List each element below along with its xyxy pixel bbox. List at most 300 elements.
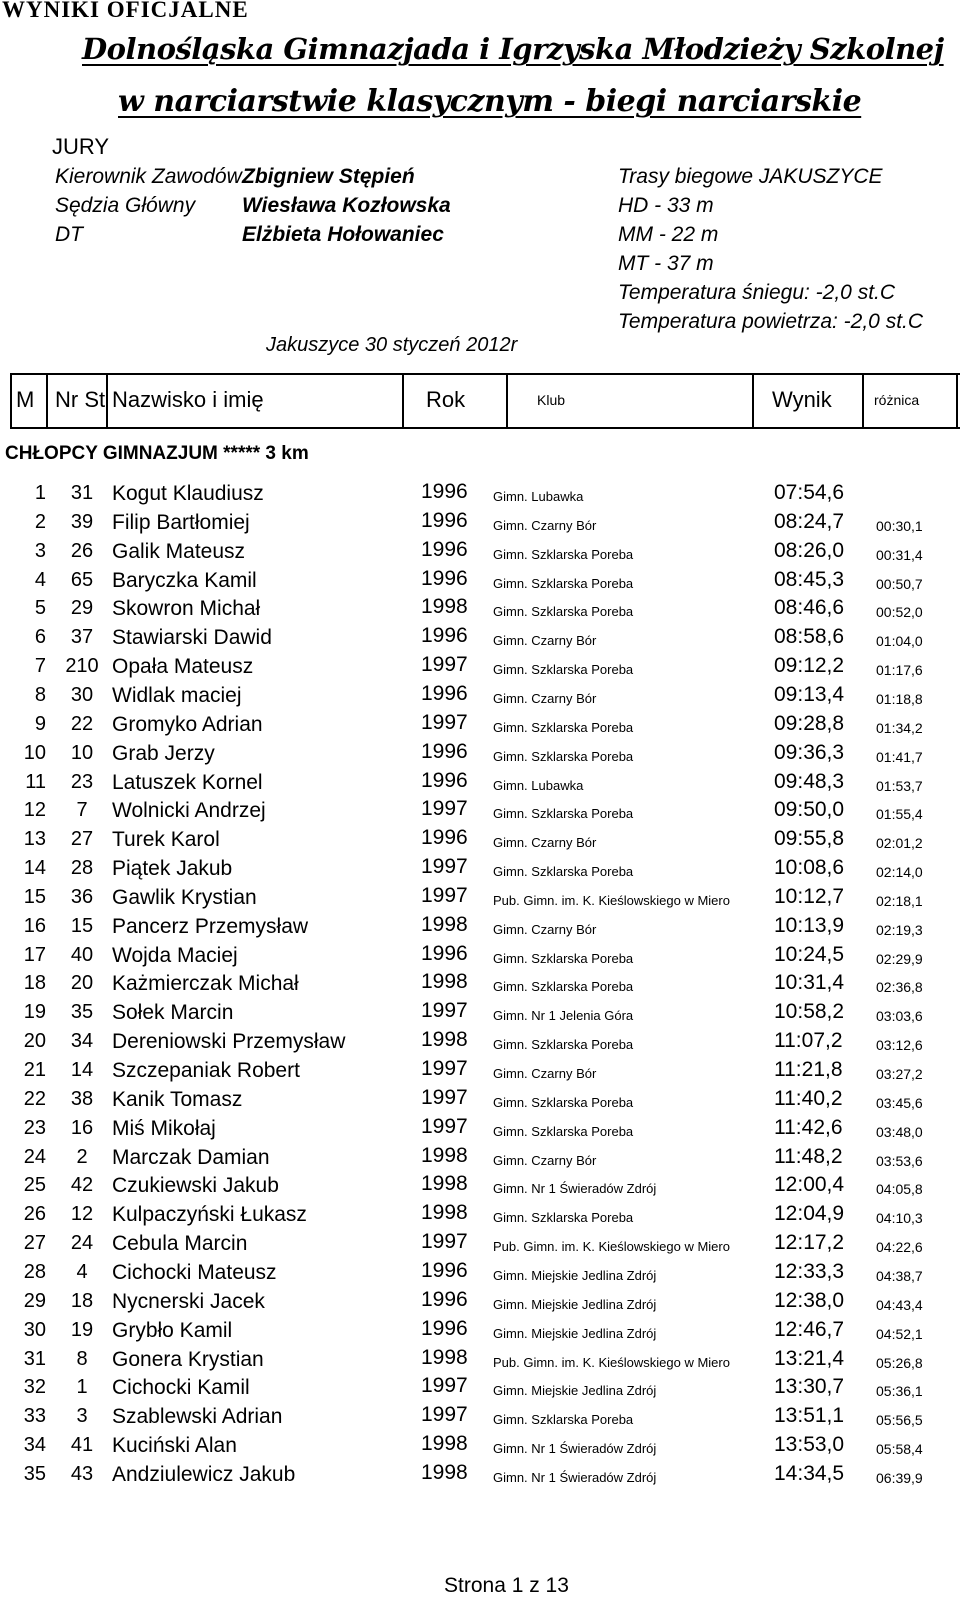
birth-year: 1996	[421, 1317, 468, 1340]
birth-year: 1997	[421, 1374, 468, 1397]
place-number: 35	[23, 1463, 46, 1485]
athlete-name: Wojda Maciej	[112, 944, 238, 967]
col-rok: Rok	[426, 387, 466, 412]
table-row	[0, 479, 960, 508]
start-number: 38	[70, 1088, 94, 1110]
start-number: 15	[70, 915, 94, 937]
result-time: 13:21,4	[774, 1347, 845, 1370]
table-row	[0, 1258, 960, 1287]
place-number: 27	[23, 1232, 46, 1254]
birth-year: 1996	[421, 1259, 468, 1282]
athlete-name: Czukiewski Jakub	[112, 1174, 279, 1197]
result-time: 12:33,3	[774, 1260, 845, 1283]
start-number: 42	[70, 1174, 94, 1196]
result-time: 09:12,2	[774, 654, 845, 677]
result-time: 09:28,8	[774, 712, 845, 735]
trasy-line: HD - 33 m	[618, 194, 714, 217]
athlete-name: Szczepaniak Robert	[112, 1059, 300, 1082]
start-number: 7	[76, 799, 88, 821]
club-name: Gimn. Szklarska Poreba	[493, 806, 634, 821]
time-difference: 02:01,2	[876, 835, 923, 851]
time-difference: 03:27,2	[876, 1066, 923, 1082]
place-number: 30	[23, 1319, 46, 1341]
club-name: Gimn. Szklarska Poreba	[493, 1037, 634, 1052]
result-time: 11:48,2	[774, 1145, 843, 1168]
athlete-name: Baryczka Kamil	[112, 569, 257, 592]
place-number: 15	[23, 886, 46, 908]
time-difference: 04:38,7	[876, 1268, 923, 1284]
result-time: 09:36,3	[774, 741, 845, 764]
athlete-name: Dereniowski Przemysław	[112, 1030, 346, 1053]
table-row	[0, 941, 960, 970]
athlete-name: Widlak maciej	[112, 684, 242, 707]
official-role-sedzia: Sędzia Główny	[55, 194, 196, 217]
birth-year: 1997	[421, 1086, 468, 1109]
athlete-name: Kulpaczyński Łukasz	[112, 1203, 307, 1226]
time-difference: 02:14,0	[876, 864, 923, 880]
col-klub: Klub	[537, 392, 566, 408]
result-time: 07:54,6	[774, 481, 845, 504]
start-number: 40	[70, 944, 94, 966]
result-time: 11:42,6	[774, 1116, 843, 1139]
athlete-name: Nycnerski Jacek	[112, 1290, 265, 1313]
result-time: 10:08,6	[774, 856, 845, 879]
birth-year: 1998	[421, 913, 468, 936]
time-difference: 00:31,4	[876, 547, 923, 563]
club-name: Gimn. Nr 1 Świeradów Zdrój	[493, 1181, 657, 1196]
result-time: 09:48,3	[774, 770, 845, 793]
start-number: 24	[70, 1232, 94, 1254]
club-name: Gimn. Szklarska Poreba	[493, 1095, 634, 1110]
start-number: 4	[76, 1261, 88, 1283]
athlete-name: Stawiarski Dawid	[112, 626, 272, 649]
result-time: 10:12,7	[774, 885, 845, 908]
place-number: 23	[23, 1117, 46, 1139]
result-time: 12:38,0	[774, 1289, 845, 1312]
column-header-row	[10, 373, 960, 429]
place-number: 1	[34, 482, 46, 504]
place-number: 18	[23, 972, 46, 994]
athlete-name: Andziulewicz Jakub	[112, 1463, 296, 1486]
club-name: Gimn. Szklarska Poreba	[493, 951, 634, 966]
result-time: 09:13,4	[774, 683, 845, 706]
result-time: 08:26,0	[774, 539, 845, 562]
birth-year: 1997	[421, 711, 468, 734]
table-row	[0, 537, 960, 566]
time-difference: 00:50,7	[876, 576, 923, 592]
start-number: 14	[70, 1059, 94, 1081]
result-time: 08:58,6	[774, 625, 845, 648]
place-number: 13	[23, 828, 46, 850]
result-time: 12:46,7	[774, 1318, 845, 1341]
athlete-name: Skowron Michał	[112, 597, 261, 620]
club-name: Gimn. Czarny Bór	[493, 1153, 597, 1168]
birth-year: 1997	[421, 999, 468, 1022]
time-difference: 03:03,6	[876, 1008, 923, 1024]
place-number: 25	[23, 1174, 46, 1196]
birth-year: 1996	[421, 1288, 468, 1311]
birth-year: 1996	[421, 682, 468, 705]
club-name: Pub. Gimn. im. K. Kieślowskiego w Miero	[493, 1355, 730, 1370]
time-difference: 02:36,8	[876, 979, 923, 995]
club-name: Gimn. Szklarska Poreba	[493, 547, 634, 562]
table-row	[0, 1085, 960, 1114]
trasy-line: MT - 37 m	[618, 252, 714, 275]
start-number: 10	[70, 742, 94, 764]
start-number: 31	[70, 482, 94, 504]
time-difference: 02:29,9	[876, 951, 923, 967]
start-number: 29	[70, 597, 94, 619]
birth-year: 1998	[421, 1201, 468, 1224]
time-difference: 01:18,8	[876, 691, 923, 707]
club-name: Gimn. Szklarska Poreba	[493, 1124, 634, 1139]
place-number: 12	[23, 799, 46, 821]
place-number: 19	[23, 1001, 46, 1023]
table-row	[0, 1229, 960, 1258]
col-wynik: Wynik	[772, 387, 832, 412]
result-time: 14:34,5	[774, 1462, 845, 1485]
table-row	[0, 1345, 960, 1374]
time-difference: 06:39,9	[876, 1470, 923, 1486]
section-title: CHŁOPCY GIMNAZJUM ***** 3 km	[5, 443, 309, 464]
birth-year: 1997	[421, 1230, 468, 1253]
club-name: Gimn. Lubawka	[493, 489, 584, 504]
club-name: Gimn. Szklarska Poreba	[493, 576, 634, 591]
table-row	[0, 998, 960, 1027]
start-number: 26	[70, 540, 94, 562]
table-row	[0, 710, 960, 739]
athlete-name: Turek Karol	[112, 828, 220, 851]
place-number: 24	[23, 1146, 46, 1168]
time-difference: 04:10,3	[876, 1210, 923, 1226]
result-time: 13:30,7	[774, 1375, 845, 1398]
club-name: Gimn. Nr 1 Świeradów Zdrój	[493, 1470, 657, 1485]
start-number: 210	[65, 655, 99, 677]
official-name-sedzia: Wiesława Kozłowska	[242, 194, 451, 217]
result-time: 13:51,1	[774, 1404, 845, 1427]
table-row	[0, 912, 960, 941]
start-number: 16	[70, 1117, 94, 1139]
time-difference: 05:56,5	[876, 1412, 923, 1428]
time-difference: 05:26,8	[876, 1355, 923, 1371]
table-row	[0, 768, 960, 797]
table-row	[0, 1171, 960, 1200]
place-number: 5	[34, 597, 46, 619]
time-difference: 03:53,6	[876, 1153, 923, 1169]
table-row	[0, 1316, 960, 1345]
birth-year: 1997	[421, 653, 468, 676]
document-header-label: WYNIKI OFICJALNE	[2, 0, 249, 22]
table-row	[0, 1143, 960, 1172]
athlete-name: Sołek Marcin	[112, 1001, 234, 1024]
place-number: 6	[34, 626, 46, 648]
time-difference: 00:30,1	[876, 518, 923, 534]
time-difference: 00:52,0	[876, 604, 923, 620]
place-number: 34	[23, 1434, 46, 1456]
club-name: Gimn. Nr 1 Jelenia Góra	[493, 1008, 634, 1023]
birth-year: 1996	[421, 480, 468, 503]
club-name: Gimn. Szklarska Poreba	[493, 604, 634, 619]
table-row	[0, 1460, 960, 1489]
club-name: Gimn. Szklarska Poreba	[493, 1210, 634, 1225]
club-name: Gimn. Szklarska Poreba	[493, 662, 634, 677]
trasy-line: Temperatura śniegu: -2,0 st.C	[618, 281, 896, 304]
athlete-name: Cichocki Mateusz	[112, 1261, 277, 1284]
time-difference: 03:48,0	[876, 1124, 923, 1140]
birth-year: 1996	[421, 567, 468, 590]
result-time: 09:50,0	[774, 798, 845, 821]
club-name: Pub. Gimn. im. K. Kieślowskiego w Miero	[493, 1239, 730, 1254]
result-time: 11:40,2	[774, 1087, 843, 1110]
trasy-line: MM - 22 m	[618, 223, 719, 246]
start-number: 65	[70, 569, 94, 591]
col-name: Nazwisko i imię	[112, 387, 264, 412]
birth-year: 1998	[421, 1346, 468, 1369]
result-time: 12:17,2	[774, 1231, 845, 1254]
result-time: 10:31,4	[774, 971, 845, 994]
club-name: Gimn. Miejskie Jedlina Zdrój	[493, 1268, 657, 1283]
table-row	[0, 652, 960, 681]
col-nr: Nr St	[55, 387, 106, 412]
time-difference: 01:17,6	[876, 662, 923, 678]
club-name: Pub. Gimn. im. K. Kieślowskiego w Miero	[493, 893, 730, 908]
start-number: 23	[70, 771, 94, 793]
birth-year: 1996	[421, 769, 468, 792]
time-difference: 04:22,6	[876, 1239, 923, 1255]
result-time: 10:13,9	[774, 914, 845, 937]
result-time: 08:46,6	[774, 596, 845, 619]
table-row	[0, 1431, 960, 1460]
official-name-dt: Elżbieta Hołowaniec	[242, 223, 444, 246]
start-number: 22	[70, 713, 94, 735]
place-number: 33	[23, 1405, 46, 1427]
club-name: Gimn. Czarny Bór	[493, 835, 597, 850]
time-difference: 01:53,7	[876, 778, 923, 794]
athlete-name: Pancerz Przemysław	[112, 915, 309, 938]
athlete-name: Marczak Damian	[112, 1146, 270, 1169]
start-number: 35	[70, 1001, 94, 1023]
time-difference: 03:45,6	[876, 1095, 923, 1111]
place-number: 17	[23, 944, 46, 966]
start-number: 19	[70, 1319, 94, 1341]
start-number: 43	[70, 1463, 94, 1485]
time-difference: 03:12,6	[876, 1037, 923, 1053]
official-role-kierownik: Kierownik Zawodów	[55, 165, 242, 188]
time-difference: 04:43,4	[876, 1297, 923, 1313]
club-name: Gimn. Czarny Bór	[493, 633, 597, 648]
table-row	[0, 566, 960, 595]
time-difference: 01:41,7	[876, 749, 923, 765]
athlete-name: Grybło Kamil	[112, 1319, 233, 1342]
table-row	[0, 1287, 960, 1316]
table-row	[0, 796, 960, 825]
start-number: 34	[70, 1030, 94, 1052]
place-number: 14	[23, 857, 46, 879]
athlete-name: Kanik Tomasz	[112, 1088, 243, 1111]
start-number: 2	[76, 1146, 88, 1168]
birth-year: 1997	[421, 855, 468, 878]
result-time: 12:00,4	[774, 1173, 845, 1196]
place-number: 32	[23, 1376, 46, 1398]
place-number: 20	[23, 1030, 46, 1052]
athlete-name: Gawlik Krystian	[112, 886, 257, 909]
athlete-name: Gromyko Adrian	[112, 713, 263, 736]
club-name: Gimn. Lubawka	[493, 778, 584, 793]
result-time: 11:21,8	[774, 1058, 843, 1081]
result-time: 10:24,5	[774, 943, 845, 966]
club-name: Gimn. Szklarska Poreba	[493, 864, 634, 879]
col-m: M	[16, 387, 35, 412]
col-roznica: różnica	[874, 392, 920, 408]
birth-year: 1998	[421, 1144, 468, 1167]
birth-year: 1997	[421, 797, 468, 820]
athlete-name: Cebula Marcin	[112, 1232, 248, 1255]
club-name: Gimn. Czarny Bór	[493, 691, 597, 706]
table-row	[0, 1056, 960, 1085]
start-number: 41	[70, 1434, 94, 1456]
club-name: Gimn. Czarny Bór	[493, 922, 597, 937]
table-row	[0, 825, 960, 854]
birth-year: 1998	[421, 970, 468, 993]
birth-year: 1997	[421, 884, 468, 907]
time-difference: 02:18,1	[876, 893, 923, 909]
trasy-line: Temperatura powietrza: -2,0 st.C	[618, 310, 924, 333]
result-time: 12:04,9	[774, 1202, 845, 1225]
start-number: 1	[76, 1376, 88, 1398]
page-number: Strona 1 z 13	[444, 1574, 569, 1597]
place-number: 4	[34, 569, 46, 591]
start-number: 18	[70, 1290, 94, 1312]
athlete-name: Grab Jerzy	[112, 742, 215, 765]
start-number: 20	[70, 972, 94, 994]
table-row	[0, 1200, 960, 1229]
start-number: 30	[70, 684, 94, 706]
start-number: 12	[70, 1203, 94, 1225]
table-row	[0, 1373, 960, 1402]
place-number: 28	[23, 1261, 46, 1283]
result-time: 11:07,2	[774, 1029, 843, 1052]
birth-year: 1997	[421, 1057, 468, 1080]
birth-year: 1997	[421, 1115, 468, 1138]
table-row	[0, 1402, 960, 1431]
event-title-line1: Dolnośląska Gimnazjada i Igrzyska Młodzieży Szkolnej	[82, 32, 944, 66]
birth-year: 1998	[421, 1172, 468, 1195]
time-difference: 01:34,2	[876, 720, 923, 736]
club-name: Gimn. Czarny Bór	[493, 1066, 597, 1081]
table-row	[0, 883, 960, 912]
start-number: 37	[70, 626, 94, 648]
time-difference: 05:36,1	[876, 1383, 923, 1399]
time-difference: 02:19,3	[876, 922, 923, 938]
athlete-name: Galik Mateusz	[112, 540, 246, 563]
club-name: Gimn. Miejskie Jedlina Zdrój	[493, 1383, 657, 1398]
table-row	[0, 681, 960, 710]
club-name: Gimn. Szklarska Poreba	[493, 749, 634, 764]
result-time: 08:24,7	[774, 510, 845, 533]
athlete-name: Szablewski Adrian	[112, 1405, 283, 1428]
club-name: Gimn. Szklarska Poreba	[493, 1412, 634, 1427]
start-number: 3	[76, 1405, 88, 1427]
official-role-dt: DT	[55, 223, 83, 246]
place-number: 3	[34, 540, 46, 562]
birth-year: 1996	[421, 826, 468, 849]
time-difference: 05:58,4	[876, 1441, 923, 1457]
athlete-name: Filip Bartłomiej	[112, 511, 250, 534]
club-name: Gimn. Czarny Bór	[493, 518, 597, 533]
place-number: 29	[23, 1290, 46, 1312]
club-name: Gimn. Szklarska Poreba	[493, 720, 634, 735]
club-name: Gimn. Szklarska Poreba	[493, 979, 634, 994]
start-number: 8	[76, 1348, 88, 1370]
start-number: 28	[70, 857, 94, 879]
birth-year: 1998	[421, 1461, 468, 1484]
birth-year: 1996	[421, 538, 468, 561]
table-row	[0, 854, 960, 883]
birth-year: 1998	[421, 595, 468, 618]
place-number: 8	[34, 684, 46, 706]
place-number: 7	[34, 655, 46, 677]
athlete-name: Latuszek Kornel	[112, 771, 263, 794]
athlete-name: Piątek Jakub	[112, 857, 233, 880]
athlete-name: Kogut Klaudiusz	[112, 482, 264, 505]
athlete-name: Miś Mikołaj	[112, 1117, 216, 1140]
place-number: 10	[23, 742, 46, 764]
start-number: 39	[70, 511, 94, 533]
athlete-name: Wolnicki Andrzej	[112, 799, 266, 822]
table-row	[0, 739, 960, 768]
table-row	[0, 969, 960, 998]
place-number: 2	[34, 511, 46, 533]
birth-year: 1998	[421, 1028, 468, 1051]
official-name-kierownik: Zbigniew Stępień	[242, 165, 415, 188]
place-number: 22	[23, 1088, 46, 1110]
result-time: 08:45,3	[774, 568, 845, 591]
result-time: 10:58,2	[774, 1000, 845, 1023]
birth-year: 1996	[421, 509, 468, 532]
place-date: Jakuszyce 30 styczeń 2012r	[266, 334, 518, 356]
trasy-line: Trasy biegowe JAKUSZYCE	[618, 165, 883, 188]
start-number: 27	[70, 828, 94, 850]
table-row	[0, 1027, 960, 1056]
place-number: 31	[23, 1348, 46, 1370]
table-row	[0, 508, 960, 537]
table-row	[0, 623, 960, 652]
result-time: 09:55,8	[774, 827, 845, 850]
athlete-name: Gonera Krystian	[112, 1348, 264, 1371]
athlete-name: Kuciński Alan	[112, 1434, 237, 1457]
birth-year: 1997	[421, 1403, 468, 1426]
birth-year: 1996	[421, 740, 468, 763]
place-number: 11	[25, 771, 46, 793]
time-difference: 01:04,0	[876, 633, 923, 649]
event-title-line2: w narciarstwie klasycznym - biegi narciarskie	[118, 84, 862, 119]
jury-label: JURY	[52, 134, 110, 159]
table-row	[0, 594, 960, 623]
time-difference: 04:52,1	[876, 1326, 923, 1342]
athlete-name: Każmierczak Michał	[112, 972, 299, 995]
birth-year: 1996	[421, 624, 468, 647]
club-name: Gimn. Nr 1 Świeradów Zdrój	[493, 1441, 657, 1456]
start-number: 36	[70, 886, 94, 908]
result-time: 13:53,0	[774, 1433, 845, 1456]
birth-year: 1998	[421, 1432, 468, 1455]
table-row	[0, 1114, 960, 1143]
athlete-name: Opała Mateusz	[112, 655, 254, 678]
birth-year: 1996	[421, 942, 468, 965]
place-number: 16	[23, 915, 46, 937]
club-name: Gimn. Miejskie Jedlina Zdrój	[493, 1326, 657, 1341]
club-name: Gimn. Miejskie Jedlina Zdrój	[493, 1297, 657, 1312]
